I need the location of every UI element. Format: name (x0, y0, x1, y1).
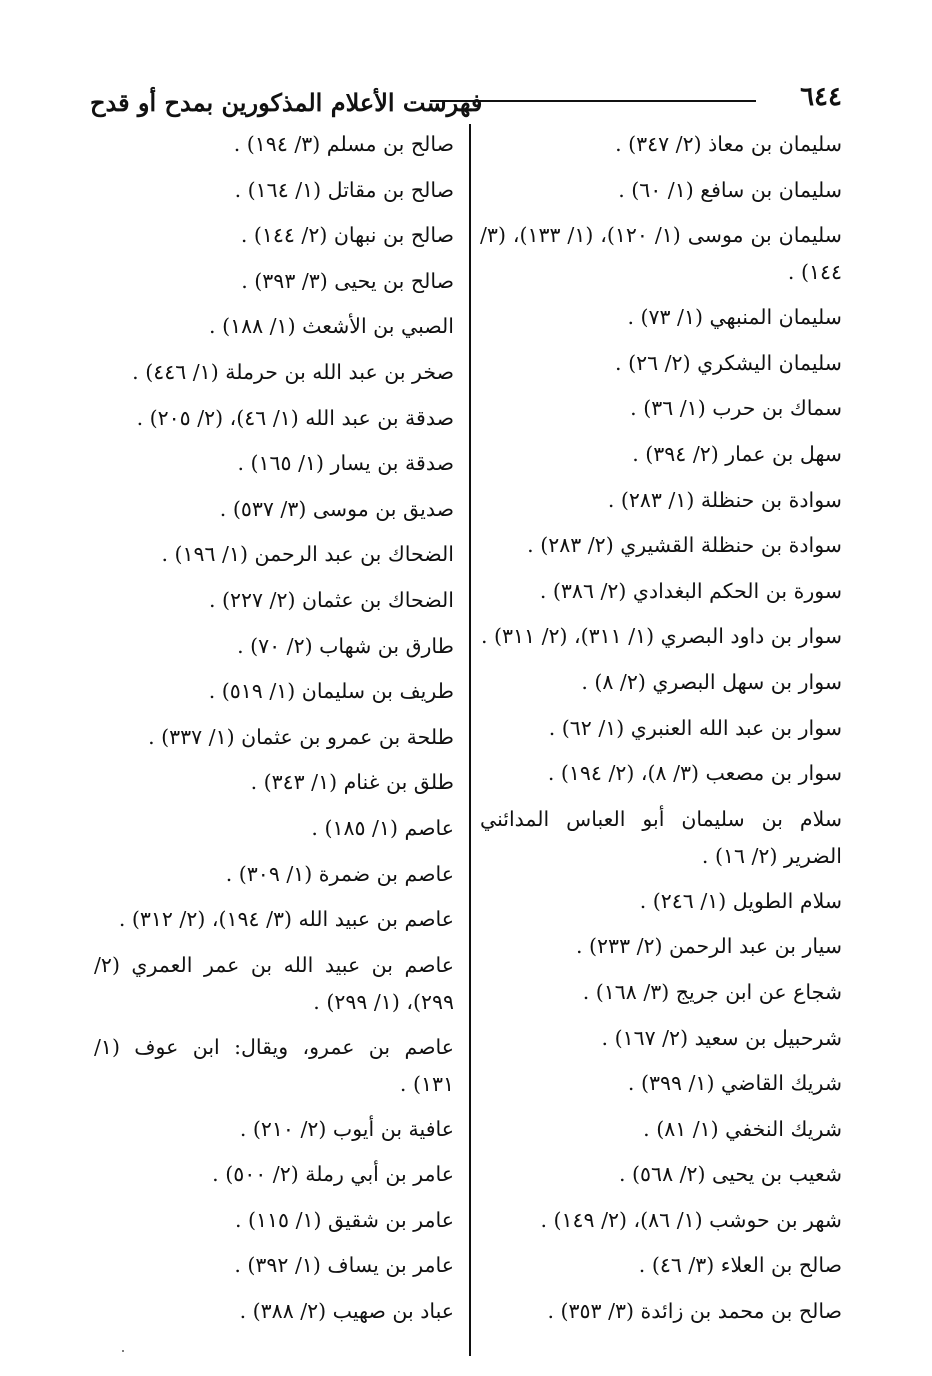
index-entry: سليمان بن سافع (١/ ٦٠) . (618, 177, 842, 202)
index-entry: سورة بن الحكم البغدادي (٢/ ٣٨٦) . (539, 578, 842, 603)
index-entry: شعيب بن يحيى (٢/ ٥٦٨) . (619, 1162, 842, 1187)
index-entry: الضحاك بن عبد الرحمن (١/ ١٩٦) . (161, 542, 454, 567)
scan-speck (122, 1350, 124, 1352)
index-entry: شهر بن حوشب (١/ ٨٦)، (٢/ ١٤٩) . (540, 1207, 842, 1232)
index-entry: سماك بن حرب (١/ ٣٦) . (630, 396, 842, 421)
index-entry: سهل بن عمار (٢/ ٣٩٤) . (632, 441, 842, 466)
index-entry: سوار بن داود البصري (١/ ٣١١)، (٢/ ٣١١) . (480, 624, 842, 649)
index-entry: صدقة بن يسار (١/ ١٦٥) . (237, 451, 454, 476)
index-entry: عافية بن أيوب (٢/ ٢١٠) . (239, 1116, 454, 1141)
index-entry: صالح بن محمد بن زائدة (٣/ ٣٥٣) . (547, 1299, 842, 1324)
index-entry: الضحاك بن عثمان (٢/ ٢٢٧) . (208, 587, 454, 612)
page-header (90, 78, 842, 124)
index-entry: عاصم بن عمرو، ويقال: ابن عوف (١/ ١٣١) . (94, 1034, 454, 1096)
page-title: فهرست الأعلام المذكورين بمدح أو قدح (90, 88, 483, 117)
index-entry: سوار بن مصعب (٣/ ٨)، (٢/ ١٩٤) . (547, 761, 842, 786)
index-entry: شجاع عن ابن جريج (٣/ ١٦٨) . (582, 979, 842, 1004)
index-entry: صخر بن عبد الله بن حرملة (١/ ٤٤٦) . (132, 359, 454, 384)
column-divider (469, 124, 471, 1356)
index-entry: سليمان بن معاذ (٢/ ٣٤٧) . (615, 132, 842, 156)
page-number: ٦٤٤ (800, 82, 842, 112)
index-entry: الصبي بن الأشعث (١/ ١٨٨) . (209, 314, 454, 339)
index-entry: صديق بن موسى (٣/ ٥٣٧) . (219, 496, 454, 521)
index-entry: عامر بن يساف (١/ ٣٩٢) . (234, 1253, 454, 1278)
index-entry: عاصم بن عبيد الله (٣/ ١٩٤)، (٢/ ٣١٢) . (118, 907, 454, 932)
index-entry: صالح بن يحيى (٣/ ٣٩٣) . (241, 268, 454, 293)
index-column-left (94, 122, 454, 1335)
index-entry: صالح بن نبهان (٢/ ١٤٤) . (240, 223, 454, 248)
index-entry: صالح بن العلاء (٣/ ٤٦) . (638, 1253, 842, 1278)
index-column-right (480, 122, 842, 1335)
index-entry: صالح بن مسلم (٣/ ١٩٤) . (233, 132, 454, 156)
index-entry: شريك النخفي (١/ ٨١) . (643, 1116, 842, 1141)
index-entry: عامر بن أبي رملة (٢/ ٥٠٠) . (212, 1162, 454, 1187)
index-entry: طارق بن شهاب (٢/ ٧٠) . (237, 633, 454, 658)
index-entry: سوار بن سهل البصري (٢/ ٨) . (581, 669, 842, 694)
index-entry: شرحبيل بن سعيد (٢/ ١٦٧) . (601, 1025, 842, 1050)
index-entry: صالح بن مقاتل (١/ ١٦٤) . (234, 177, 454, 202)
index-entry: طلحة بن عمرو بن عثمان (١/ ٣٣٧) . (148, 724, 454, 749)
index-entry: عاصم بن ضمرة (١/ ٣٠٩) . (225, 861, 454, 886)
index-entry: طلق بن غنام (١/ ٣٤٣) . (250, 770, 454, 795)
index-entry: سيار بن عبد الرحمن (٢/ ٢٣٣) . (576, 934, 842, 959)
index-entry: عاصم بن عبيد الله بن عمر العمري (٢/ ٢٩٩)، (١/ ٢٩٩) . (94, 952, 454, 1014)
index-entry: عاصم (١/ ١٨٥) . (311, 815, 454, 840)
index-entry: سوادة بن حنظلة (١/ ٢٨٣) . (607, 487, 842, 512)
index-entry: عامر بن شقيق (١/ ١١٥) . (235, 1207, 454, 1232)
index-entry: سليمان اليشكري (٢/ ٢٦) . (615, 350, 842, 375)
index-entry: سلام الطويل (١/ ٢٤٦) . (639, 888, 842, 913)
index-entry: سلام بن سليمان أبو العباس المدائني الضرير (٢/ ١٦) . (480, 806, 842, 868)
index-entry: سوار بن عبد الله العنبري (١/ ٦٢) . (548, 715, 842, 740)
index-entry: عباد بن صهيب (٢/ ٣٨٨) . (239, 1299, 454, 1324)
index-entry: طريف بن سليمان (١/ ٥١٩) . (208, 679, 454, 704)
index-entry: سليمان المنبهي (١/ ٧٣) . (627, 305, 842, 330)
index-entry: سليمان بن موسى (١/ ١٢٠)، (١/ ١٣٣)، (٣/ ١٤٤) . (480, 223, 842, 285)
index-entry: شريك القاضي (١/ ٣٩٩) . (627, 1071, 842, 1096)
index-entry: سوادة بن حنظلة القشيري (٢/ ٢٨٣) . (527, 533, 842, 558)
index-entry: صدقة بن عبد الله (١/ ٤٦)، (٢/ ٢٠٥) . (136, 405, 454, 430)
